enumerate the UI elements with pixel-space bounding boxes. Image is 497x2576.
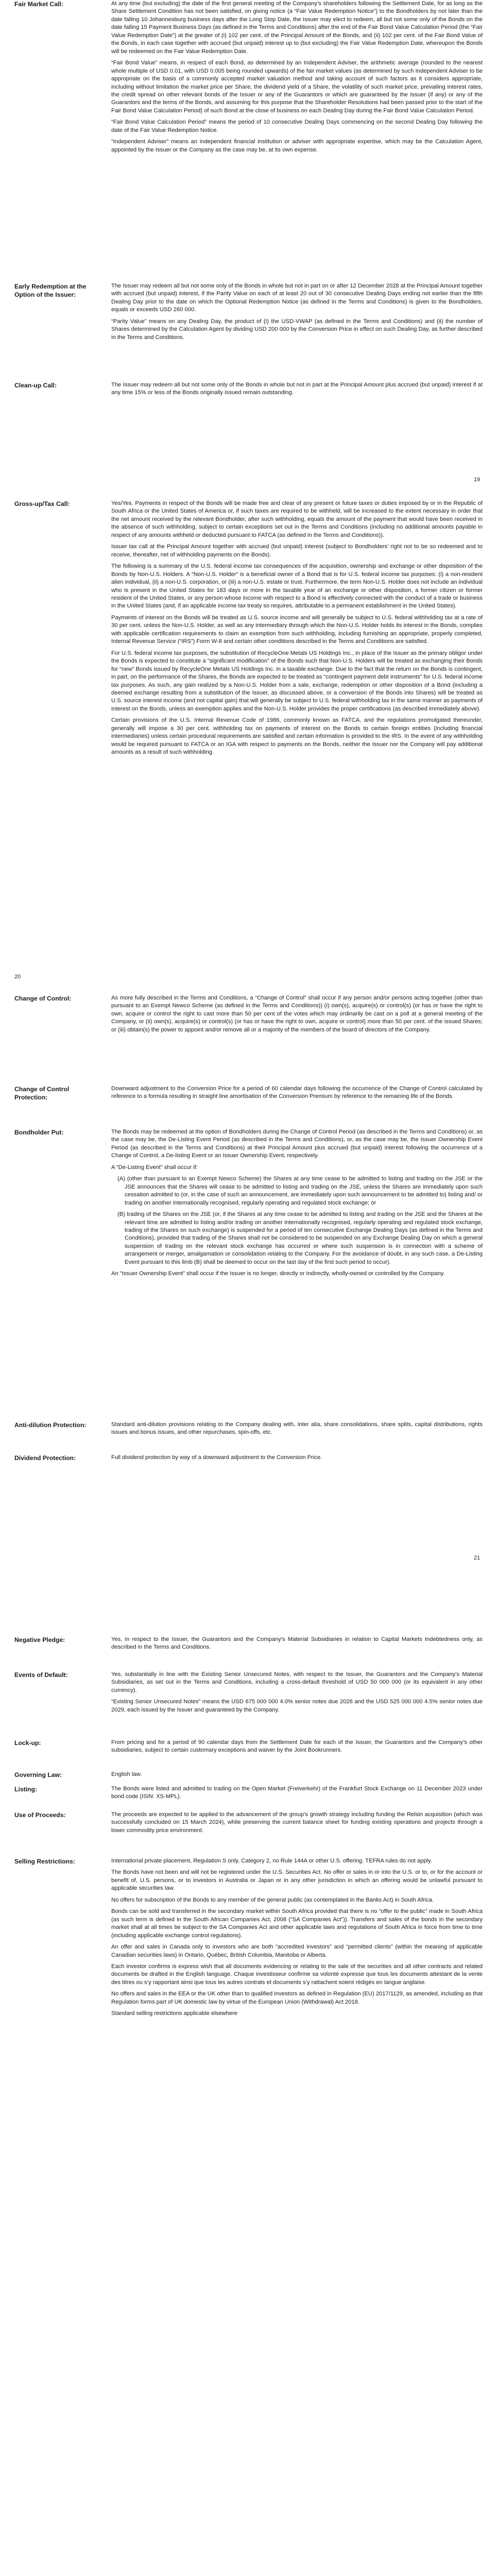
sub-clause: (B) trading of the Shares on the JSE (or, if the Shares at any time cease to be admitted to listing and trading on the JSE and the Shares at the relevant time are admitted to listing and/or trading on another internationally recognised, regularly operating and regulated stock exchange, trading of the Shares on such exchange) is suspended for a period of ten consecutive Exchange Dealing Days (as defined in the Terms and Conditions), provided that trading of the Shares shall not be considered to be suspended on any Exchange Dealing Day on which a general suspension of trading on the relevant stock exchange has occurred or where such suspension is in connection with a scheme of arrangement or merger, amalgamation or consolidation relating to the Company. For the avoidance of doubt, in any such case, a De-Listing Event pursuant to this limb (B) shall be deemed to occur on the last day of the first such period to occur). [117, 1211, 483, 1265]
paragraph: As more fully described in the Terms and Conditions, a “Change of Control” shall occur if any person and/or persons acting together (other than pursuant to an Exempt Newco Scheme (as defined in the Terms and Conditions)) (i) own(s), acquire(s) or control(s) (or has or have the right to own, acquire or control the right to cast more than 50 per cent of the votes which may ordinarily be cast on a poll at a general meeting of the Company, or (ii) own(s), acquire(s) or control(s) (or has or have the right to own, acquire or control) more than 50 per cent. of the issued Shares; or (iii) obtain(s) the power to appoint and/or remove all or a majority of the members of the board of directors of the Company. [111, 995, 483, 1033]
paragraph: Bonds can be sold and transferred in the secondary market within South Africa provided that there is no “offer to the public” made in South Africa (as such term is defined in the South African Companies Act, 2008 (“SA Companies Act”)). Transfers and sales of the bonds in the secondary market shall at all times be subject to the SA Companies Act and other applicable laws and regulations of South Africa in force from time to time (including applicable exchange control regulations). [111, 1908, 483, 1939]
desc-anti-dilution [111, 1421, 483, 1440]
desc-dividend-protection [111, 1454, 483, 1465]
paragraph: Certain provisions of the U.S. Internal Revenue Code of 1986, commonly known as FATCA, and the regulations promulgated thereunder, generally will impose a 30 per cent. withholding tax on payments of interest on the Bonds to certain foreign entities (including financial intermediaries) unless certain procedural requirements are satisfied and certain information is provided to the IRS. In the event of any withholding would be required pursuant to FATCA or an IGA with respect to payments on the Bonds, neither the Issuer nor the Company will pay additional amounts as a result of such withholding. [111, 717, 483, 756]
paragraph: Issuer tax call at the Principal Amount together with accrued (but unpaid) interest (subject to Bondholders’ right not to be so redeemed and to receive, thereafter, net of withholding payments on the Bonds). [111, 544, 483, 558]
desc-lock-up [111, 1739, 483, 1758]
paragraph: A “De-Listing Event” shall occur if: [111, 1164, 198, 1171]
term-anti-dilution: Anti-dilution Protection: [14, 1421, 87, 1429]
desc-bondholder-put [111, 1128, 483, 1282]
paragraph: Full dividend protection by way of a downward adjustment to the Conversion Price. [111, 1454, 322, 1461]
paragraph: Each investor confirms is express wish that all documents evidencing or relating to the sale of the securities and all other contracts and related documents be drafted in the English language. Chaque investisseur confirme sa volonté expresse que tous les documents attestant de la vente des titres ou s’y rapportant ainsi que tous les autres contrats et documents s’y rattachent soient rédigés en langue anglaise. [111, 1963, 483, 1986]
term-negative-pledge: Negative Pledge: [14, 1636, 65, 1643]
page-number: 20 [14, 974, 21, 980]
page-number: 21 [474, 1555, 481, 1561]
paragraph: Standard anti-dilution provisions relating to the Company dealing with, inter alia, share consolidations, share splits, capital distributions, rights issues and bonus issues, and other repurchases, spin-offs, etc. [111, 1421, 483, 1436]
term-selling-restrictions: Selling Restrictions: [14, 1858, 75, 1865]
paragraph: International private placement, Regulation S only, Category 2, no Rule 144A or other U.S. offering. TEFRA rules do not apply. [111, 1858, 432, 1864]
term-change-of-control: Change of Control: [14, 995, 72, 1002]
term-listing: Listing: [14, 1786, 38, 1793]
paragraph: Standard selling restrictions applicable elsewhere [111, 2010, 238, 2017]
page-22 [0, 1636, 497, 2576]
term-fair-market-call: Fair Market Call: [14, 1, 63, 8]
desc-governing-law [111, 1771, 483, 1782]
paragraph: Downward adjustment to the Conversion Price for a period of 60 calendar days following the occurrence of the Change of Control calculated by reference to a formula resulting in straight line amortisation of the Conversion Premium by reference to the remaining life of the Bonds. [111, 1086, 483, 1100]
paragraph: The Issuer may redeem all but not some only of the Bonds in whole but not in part on or after 12 December 2028 at the Principal Amount together with accrued (but unpaid) interest, if the Parity Value on each of at least 20 out of 30 consecutive Dealing Days ending not earlier than the fifth Dealing Day prior to the date on which the Optional Redemption Notice (as defined in the Terms and Conditions) is given to the Bondholders, equals or exceeds USD 260 000. [111, 283, 483, 313]
page-number: 19 [474, 477, 481, 483]
desc-selling-restrictions [111, 1857, 483, 2022]
page-20 [0, 500, 497, 1066]
paragraph: At any time (but excluding) the date of the first general meeting of the Company’s shareholders following the Settlement Date, for as long as the Share Settlement Condition has not been satisfied, on giving notice (a “Fair Value Redemption Notice”) to the Bondholders by not later than the date falling 10 Johannesburg business days after the Long Stop Date, the Issuer may elect to redeem, all but not some only of the Bonds on the date falling 15 Payment Business Days (as defined in the Terms and Conditions) after the end of the Fair Bond Value Calculation Period (the “Fair Value Redemption Date”) at the greater of (i) 102 per cent. of the Principal Amount of the Bonds, and (ii) 102 per cent. of the Fair Bond Value of the Bonds, in each case together with accrued (but unpaid) interest up to (but excluding) the Fair Value Redemption Date, whereupon the Bonds will be redeemed on the Fair Value Redemption Date. [111, 1, 483, 55]
paragraph: “Existing Senior Unsecured Notes” means the USD 675 000 000 4.0% senior notes due 2026 and the USD 525 000 000 4.5% senior notes due 2029, each issued by the Issuer and guaranteed by the Company. [111, 1699, 483, 1713]
desc-early-redemption [111, 282, 483, 345]
term-gross-up-tax-call: Gross-up/Tax Call: [14, 500, 70, 507]
paragraph: The Bonds may be redeemed at the option of Bondholders during the Change of Control Period (as described in the Terms and Conditions) or, as the case may be, the De-Listing Event Period (as described in the Terms and Conditions), or, as the case may be, the Issuer Ownership Event Period (as described in the Terms and Conditions) at their Principal Amount plus accrued (but unpaid) interest following the occurrence of a Change of Control, a De-listing Event or an Issuer Ownership Event, respectively. [111, 1129, 483, 1159]
paragraph: The Bonds have not been and will not be registered under the U.S. Securities Act. No offer or sales in or into the U.S. or to, or for the account or benefit of, U.S. persons, or to investors in Australia or Japan or in any other jurisdiction in which an offering would be unlawful pursuant to applicable securities law. [111, 1869, 483, 1892]
paragraph: The proceeds are expected to be applied to the advancement of the group’s growth strategy including funding the Relsin acquisition (which was successfully concluded on 15 March 2024), while preserving the current balance sheet for funding existing operations and projects through a lower commodity price environment. [111, 1811, 483, 1834]
term-change-of-control-protection: Change of Control Protection: [14, 1086, 70, 1101]
desc-change-of-control [111, 994, 483, 1038]
desc-use-of-proceeds [111, 1811, 483, 1838]
sub-clause: (A) (other than pursuant to an Exempt Newco Scheme) the Shares at any time cease to be admitted to listing and trading on the JSE or the JSE announces that the Shares will cease to be admitted to listing and trading on the JSE, unless the Shares are immediately upon such cessation admitted to (or, in the case of such an announcement, are immediately upon such announcement to be admitted to) listing and/ or trading on another internationally recognised, regularly operating and regulated stock exchange; or [117, 1176, 483, 1206]
desc-negative-pledge [111, 1636, 483, 1655]
desc-clean-up-call [111, 381, 483, 401]
paragraph: Yes, in respect to the Issuer, the Guarantors and the Company’s Material Subsidiaries in relation to Capital Markets Indebtedness only, as described in the Terms and Conditions. [111, 1636, 483, 1651]
term-events-of-default: Events of Default: [14, 1671, 68, 1679]
paragraph: “Parity Value” means on any Dealing Day, the product of (i) the USD-VWAP (as defined in the Terms and Conditions) and (ii) the number of Shares determined by the Calculation Agent by dividing USD 200 000 by the Conversion Price in effect on such Dealing Day, as further described in the Terms and Conditions. [111, 318, 483, 341]
paragraph: For U.S. federal income tax purposes, the substitution of RecycleOne Metals US Holdings Inc., in place of the Issuer as the primary obligor under the Bonds is expected to constitute a “significant modification” of the Bonds such that Non-U.S. Holders will be treated as exchanging their Bonds for “new” Bonds issued by RecycleOne Metals US Holdings Inc. in a taxable exchange. Due to the fact that the return on the Bonds is contingent, in part, on the performance of the Shares, the Bonds are expected to be treated as “contingent payment debt instruments” for U.S. federal income tax purposes. As such, any gain realized by a Non-U.S. Holder from a sale, exchange, redemption or other disposition of a Bond (including a deemed exchange resulting from a substitution of the Issuer, as discussed above, or a conversion of the Bonds into Shares) will be treated as U.S. source interest income (and not capital gain) that will generally be subject to U.S. federal withholding tax in the same manner as payments of interest on the Bonds, unless an exemption applies and the Non-U.S. Holder provides the proper certifications (as described immediately above). [111, 650, 483, 712]
paragraph: An offer and sales in Canada only to investors who are both “accredited investors” and “permitted clients” (within the meaning of applicable Canadian securities laws) in Ontario, Québec, British Columbia, Manitoba or Alberta. [111, 1944, 483, 1958]
paragraph: The Bonds were listed and admitted to trading on the Open Market (Freiverkehr) of the Frankfurt Stock Exchange on 11 December 2023 under bond code (ISIN: XS-MPL). [111, 1786, 483, 1800]
term-lock-up: Lock-up: [14, 1739, 41, 1747]
desc-gross-up-tax-call [111, 500, 483, 760]
term-dividend-protection: Dividend Protection: [14, 1454, 76, 1462]
paragraph: English law. [111, 1771, 142, 1777]
term-use-of-proceeds: Use of Proceeds: [14, 1811, 66, 1819]
paragraph: No offers for subscription of the Bonds to any member of the general public (as contemplated in the Banks Act) in South Africa. [111, 1896, 434, 1903]
paragraph: The following is a summary of the U.S. federal income tax consequences of the acquisition, ownership and exchange or other disposition of the Bonds by Non-U.S. Holders. A “Non-U.S. Holder” is a beneficial owner of a Bond that is for U.S. federal income tax purposes: (i) a non-resident alien individual, (ii) a non-U.S. corporation, or (iii) a non-U.S. estate or trust. Furthermore, the term Non-U.S. Holder does not include an individual who is present in the United States for 183 days or more in the taxable year of an exchange or other disposition, a former citizen or former resident of the United States, or any person whose income with respect to a Bond is effectively connected with the conduct of a trade or business in the United States (and, if an applicable income tax treaty so requires, attributable to a permanent establishment in the United States). [111, 563, 483, 609]
term-early-redemption: Early Redemption at the Option of the Issuer: [14, 283, 87, 299]
term-governing-law: Governing Law: [14, 1771, 62, 1778]
desc-events-of-default [111, 1671, 483, 1718]
paragraph: “Independent Adviser” means an independent financial institution or adviser with appropriate expertise, which may be the Calculation Agent, appointed by the Issuer or the Company as the case may be, at its own expense. [111, 139, 483, 153]
paragraph: The Issuer may redeem all but not some only of the Bonds in whole but not in part at the Principal Amount plus accrued (but unpaid) interest if at any time 15% or less of the Bonds originally issued remain outstanding. [111, 382, 483, 396]
paragraph: An “Issuer Ownership Event” shall occur if the Issuer is no longer, directly or indirectly, wholly-owned or controlled by the Company. [111, 1270, 445, 1277]
term-bondholder-put: Bondholder Put: [14, 1129, 64, 1136]
desc-listing [111, 1785, 483, 1805]
paragraph: No offers and sales in the EEA or the UK other than to qualified investors as defined in Regulation (EU) 2017/1129, as amended, including as that Regulation forms part of UK domestic law by virtue of the European Union (Withdrawal) Act 2018. [111, 1991, 483, 2005]
desc-fair-market-call [111, 0, 483, 158]
paragraph: Yes/Yes. Payments in respect of the Bonds will be made free and clear of any present or future taxes or duties imposed by or in the Republic of South Africa or the United States of America or, if such taxes are required to be withheld, will be increased to the extent necessary in order that the net amount received by the relevant Bondholder, after such withholding, equals the amount of the payment that would have been received in the absence of such withholding, subject to certain exceptions set out in the Terms and Conditions (including no additional amounts payable in respect of any amounts withheld or deducted pursuant to FATCA (as defined in the Terms and Conditions)). [111, 500, 483, 538]
paragraph: “Fair Bond Value Calculation Period” means the period of 10 consecutive Dealing Days commencing on the second Dealing Day following the date of the Fair Value Redemption Notice. [111, 119, 483, 133]
desc-change-of-control-protection [111, 1085, 483, 1105]
paragraph: Payments of interest on the Bonds will be treated as U.S. source income and will generally be subject to U.S. federal withholding tax at a rate of 30 per cent. unless the Non-U.S. Holder, as well as any intermediary through which the Non-U.S. Holder holds its interest in the Bonds, complies with applicable certification requirements to claim an exemption from such withholding, including furnishing an appropriate, properly completed, Internal Revenue Service (“IRS”) Form W-8 and certain other conditions described in the Terms and Conditions are satisfied. [111, 614, 483, 645]
paragraph: Yes, substantially in line with the Existing Senior Unsecured Notes, with respect to the Issuer, the Guarantors and the Company’s Material Subsidiaries, as set out in the Terms and Conditions, including a cross-default threshold of USD 50 000 000 (or its equivalent in any other currency). [111, 1671, 483, 1693]
paragraph: “Fair Bond Value” means, in respect of each Bond, as determined by an Independent Adviser, the arithmetic average (rounded to the nearest whole multiple of USD 0.01, with USD 0.005 being rounded upwards) of the fair market values (as determined by such Independent Adviser to be appropriate on the basis of a commonly accepted market valuation method and taking account of such factors as it considers appropriate, including without limitation the market price per Share, the dividend yield of a Share, the volatility of such market price, prevailing interest rates, the credit spread on other relevant bonds of the Issuer or any of the Guarantors or which are guaranteed by the Issuer (if any) or any of the Guarantors and the terms of the Bonds, and assuming for this purpose that the Shareholder Resolutions had been passed prior to the start of the Fair Bond Value Calculation Period) of such Bond at the close of business on each Dealing Day during the Fair Bond Value Calculation Period. [111, 60, 483, 114]
paragraph: From pricing and for a period of 90 calendar days from the Settlement Date for each of the Issuer, the Guarantors and the Company’s other subsidiaries, subject to certain customary exceptions and waiver by the Joint Bookrunners. [111, 1739, 483, 1754]
term-clean-up-call: Clean-up Call: [14, 382, 57, 389]
